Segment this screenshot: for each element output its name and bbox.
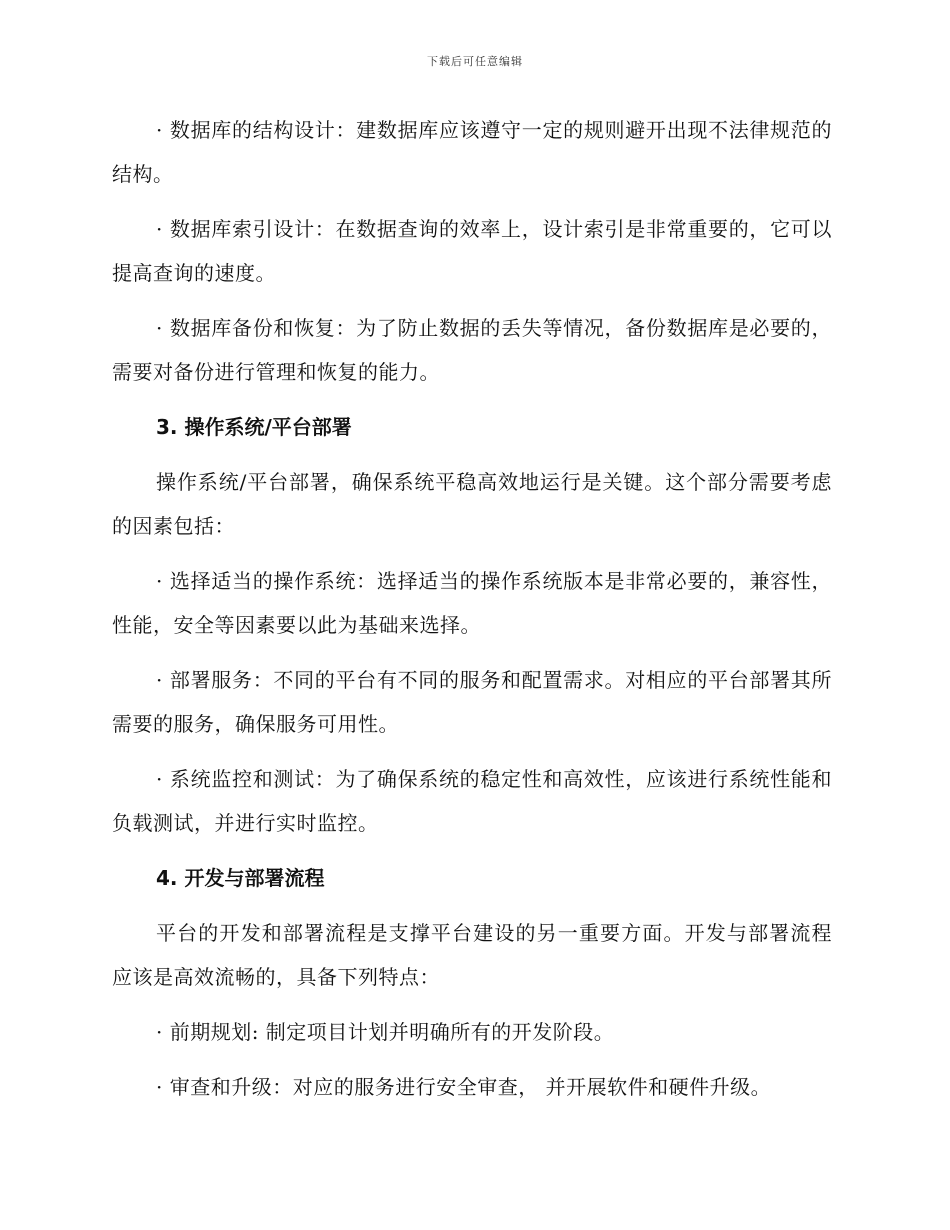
bullet-early-planning: · 前期规划: 制定项目计划并明确所有的开发阶段。 xyxy=(156,1020,615,1044)
bullet-review-upgrade: · 审查和升级：对应的服务进行安全审查， 并开展软件和硬件升级。 xyxy=(156,1075,772,1099)
bullet-db-structure-design: · 数据库的结构设计：建数据库应该遵守一定的规则避开出现不法律规范的结构。 xyxy=(112,118,832,186)
section-heading-os-deployment: 3. 操作系统/平台部署 xyxy=(156,415,352,439)
paragraph-os-deployment-intro: 操作系统/平台部署，确保系统平稳高效地运行是关键。这个部分需要考虑的因素包括： xyxy=(112,470,832,538)
paragraph-dev-deploy-intro: 平台的开发和部署流程是支撑平台建设的另一重要方面。开发与部署流程应该是高效流畅的，具备下列特点： xyxy=(112,921,832,989)
bullet-deploy-services: · 部署服务：不同的平台有不同的服务和配置需求。对相应的平台部署其所需要的服务，确保服务可用性。 xyxy=(112,668,832,736)
bullet-db-index-design: · 数据库索引设计：在数据查询的效率上，设计索引是非常重要的，它可以提高查询的速度。 xyxy=(112,217,832,285)
bullet-monitoring-testing: · 系统监控和测试：为了确保系统的稳定性和高效性，应该进行系统性能和负载测试，并进行实时监控。 xyxy=(112,767,832,835)
bullet-db-backup-restore: · 数据库备份和恢复：为了防止数据的丢失等情况，备份数据库是必要的，需要对备份进行管理和恢复的能力。 xyxy=(112,316,832,384)
document-body xyxy=(112,108,832,1120)
page-header: 下载后可任意编辑 xyxy=(427,55,523,68)
bullet-choose-os: · 选择适当的操作系统：选择适当的操作系统版本是非常必要的，兼容性，性能，安全等因素要以此为基础来选择。 xyxy=(112,569,832,637)
section-heading-dev-deploy-process: 4. 开发与部署流程 xyxy=(156,866,325,890)
